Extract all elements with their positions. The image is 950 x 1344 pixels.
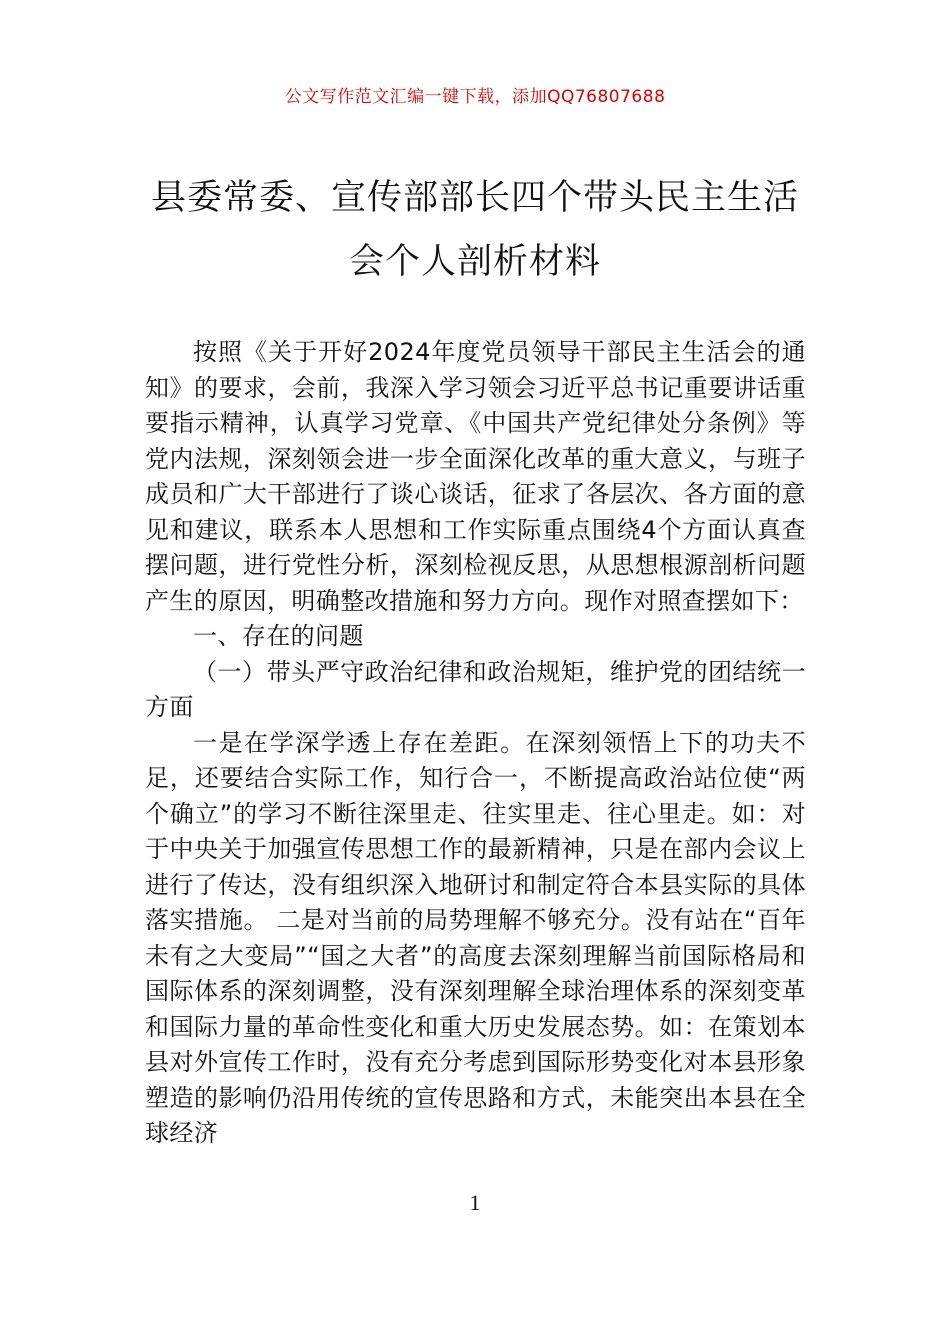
problem-detail-paragraph: 一是在学深学透上存在差距。在深刻领悟上下的功夫不足，还要结合实际工作，知行合一，不断提高政治站位使“两个确立”的学习不断往深里走、往实里走、往心里走。如：对于中央关于加强宣传思想工作的最新精神，只是在部内会议上进行了传达，没有组织深入地研讨和制定符合本县实际的具体落实措施。 二是对当前的局势理解不够充分。没有站在“百年未有之大变局”“国之大者”的高度去深刻理解当前国际格局和国际体系的深刻调整，没有深刻理解全球治理体系的深刻变革和国际力量的革命性变化和重大历史发展态势。如：在策划本县对外宣传工作时，没有充分考虑到国际形势变化对本县形象塑造的影响仍沿用传统的宣传思路和方式，未能突出本县在全球经济 <box>145 728 806 1147</box>
document-body <box>145 335 806 1152</box>
document-title-line-1: 县委常委、宣传部部长四个带头民主生活 <box>150 178 799 218</box>
subsection-heading-1: （一）带头严守政治纪律和政治规矩，维护党的团结统一方面 <box>145 657 806 721</box>
document-title <box>120 166 830 294</box>
page-number: 1 <box>469 1190 481 1215</box>
document-title-line-2: 会个人剖析材料 <box>348 242 601 282</box>
section-heading-problems: 一、存在的问题 <box>193 622 364 650</box>
header-download-note: 公文写作范文汇编一键下载，添加QQ76807688 <box>284 87 666 107</box>
intro-paragraph: 按照《关于开好2024年度党员领导干部民主生活会的通知》的要求，会前，我深入学习领会习近平总书记重要讲话重要指示精神，认真学习党章、《中国共产党纪律处分条例》等党内法规，深刻领会进一步全面深化改革的重大意义，与班子成员和广大干部进行了谈心谈话，征求了各层次、各方面的意见和建议，联系本人思想和工作实际重点围绕4个方面认真查摆问题，进行党性分析，深刻检视反思，从思想根源剖析问题产生的原因，明确整改措施和努力方向。现作对照查摆如下： <box>145 338 806 615</box>
